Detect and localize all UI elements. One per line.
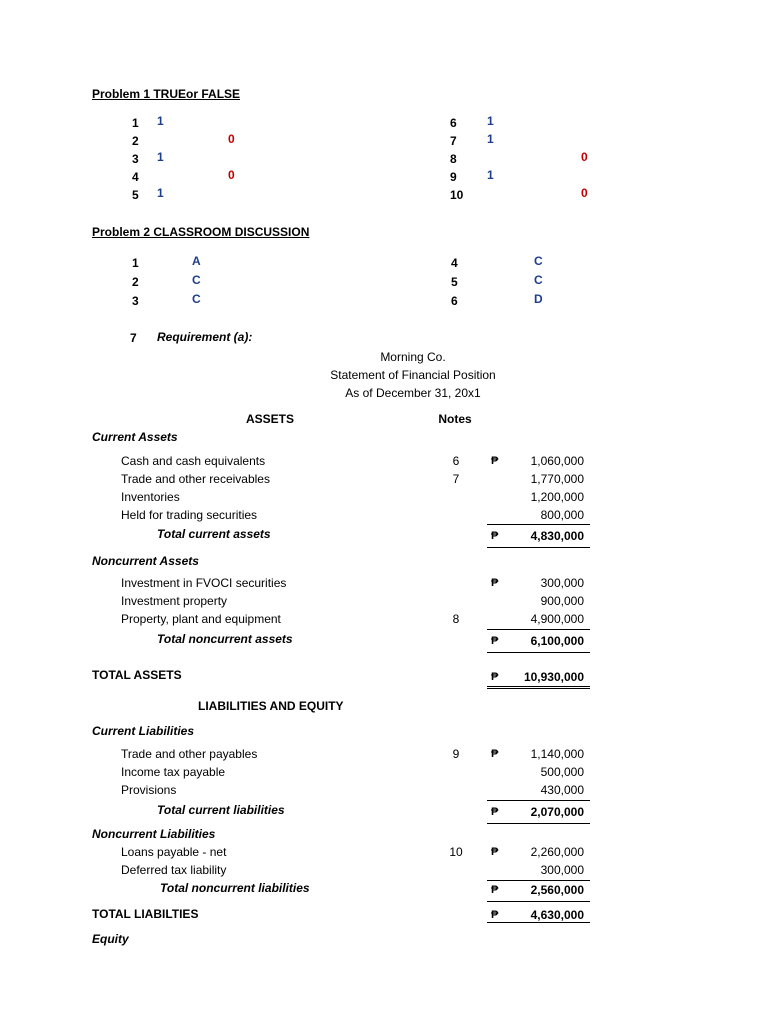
total-liabilities-rule bbox=[487, 922, 590, 923]
line-item-amount: 2,260,000 bbox=[530, 845, 584, 859]
peso-sign: ₱ bbox=[491, 635, 499, 647]
problem2-answer: C bbox=[534, 254, 543, 268]
total-amount: 2,560,000 bbox=[530, 883, 584, 897]
peso-sign: ₱ bbox=[491, 846, 499, 858]
line-item-label: Trade and other receivables bbox=[121, 472, 270, 486]
liabilities-equity-header: LIABILITIES AND EQUITY bbox=[198, 699, 344, 713]
line-item-note: 9 bbox=[452, 747, 460, 761]
section-heading: Noncurrent Liabilities bbox=[92, 827, 216, 841]
total-amount: 4,830,000 bbox=[530, 529, 584, 543]
peso-sign: ₱ bbox=[491, 806, 499, 818]
problem1-item-number: 9 bbox=[450, 170, 457, 184]
peso-sign: ₱ bbox=[491, 671, 499, 683]
problem2-answer: D bbox=[534, 292, 543, 306]
problem1-answer: 1 bbox=[487, 168, 494, 182]
line-item-amount: 430,000 bbox=[540, 783, 584, 797]
line-item-amount: 500,000 bbox=[540, 765, 584, 779]
peso-sign: ₱ bbox=[491, 909, 499, 921]
statement-title: Statement of Financial Position bbox=[330, 368, 496, 382]
line-item-label: Investment in FVOCI securities bbox=[121, 576, 287, 590]
total-liabilities-label: TOTAL LIABILTIES bbox=[92, 907, 199, 921]
problem1-answer: 0 bbox=[228, 168, 235, 182]
line-item-label: Loans payable - net bbox=[121, 845, 227, 859]
total-amount: 6,100,000 bbox=[530, 634, 584, 648]
problem2-item-number: 4 bbox=[451, 256, 458, 270]
assets-header: ASSETS bbox=[245, 412, 294, 426]
total-assets-label: TOTAL ASSETS bbox=[92, 668, 182, 682]
statement-date: As of December 31, 20x1 bbox=[345, 386, 481, 400]
problem1-item-number: 7 bbox=[450, 134, 457, 148]
problem2-answer: A bbox=[192, 254, 201, 268]
line-item-note: 7 bbox=[452, 472, 460, 486]
peso-sign: ₱ bbox=[491, 455, 499, 467]
total-label: Total current liabilities bbox=[157, 803, 285, 817]
line-item-note: 10 bbox=[449, 845, 463, 859]
total-amount: 2,070,000 bbox=[530, 805, 584, 819]
problem1-answer: 1 bbox=[487, 132, 494, 146]
section-heading: Current Assets bbox=[92, 430, 178, 444]
total-label: Total noncurrent liabilities bbox=[160, 881, 310, 895]
line-item-label: Deferred tax liability bbox=[121, 863, 227, 877]
problem2-answer: C bbox=[192, 292, 201, 306]
problem1-item-number: 10 bbox=[450, 188, 464, 202]
notes-header: Notes bbox=[438, 412, 472, 426]
equity-heading: Equity bbox=[92, 932, 129, 946]
line-item-label: Trade and other payables bbox=[121, 747, 258, 761]
line-item-label: Cash and cash equivalents bbox=[121, 454, 266, 468]
problem2-item-number: 2 bbox=[132, 275, 139, 289]
line-item-amount: 900,000 bbox=[540, 594, 584, 608]
section-heading: Noncurrent Assets bbox=[92, 554, 199, 568]
problem1-item-number: 4 bbox=[132, 170, 139, 184]
item7-number: 7 bbox=[130, 331, 137, 345]
double-rule-bottom bbox=[487, 688, 590, 689]
item7-label: Requirement (a): bbox=[157, 330, 253, 344]
total-label: Total current assets bbox=[157, 527, 271, 541]
line-item-label: Property, plant and equipment bbox=[121, 612, 281, 626]
total-label: Total noncurrent assets bbox=[157, 632, 293, 646]
line-item-amount: 1,200,000 bbox=[530, 490, 584, 504]
problem1-item-number: 2 bbox=[132, 134, 139, 148]
line-item-amount: 1,060,000 bbox=[530, 454, 584, 468]
peso-sign: ₱ bbox=[491, 884, 499, 896]
problem2-answer: C bbox=[534, 273, 543, 287]
problem1-answer: 0 bbox=[581, 150, 588, 164]
problem1-answer: 1 bbox=[157, 114, 164, 128]
problem1-item-number: 3 bbox=[132, 152, 139, 166]
problem1-item-number: 1 bbox=[132, 116, 139, 130]
problem1-answer: 1 bbox=[487, 114, 494, 128]
subtotal-rule bbox=[487, 629, 590, 630]
total-rule bbox=[487, 823, 590, 824]
problem2-item-number: 3 bbox=[132, 294, 139, 308]
line-item-note: 8 bbox=[452, 612, 460, 626]
section-heading: Current Liabilities bbox=[92, 724, 195, 738]
subtotal-rule bbox=[487, 524, 590, 525]
line-item-amount: 300,000 bbox=[540, 576, 584, 590]
problem1-answer: 1 bbox=[157, 186, 164, 200]
problem2-answer: C bbox=[192, 273, 201, 287]
line-item-amount: 1,770,000 bbox=[530, 472, 584, 486]
total-rule bbox=[487, 652, 590, 653]
problem1-answer: 0 bbox=[228, 132, 235, 146]
total-assets-amount: 10,930,000 bbox=[523, 670, 584, 684]
problem1-item-number: 6 bbox=[450, 116, 457, 130]
line-item-label: Income tax payable bbox=[121, 765, 226, 779]
line-item-amount: 1,140,000 bbox=[530, 747, 584, 761]
problem1-title: Problem 1 TRUEor FALSE bbox=[92, 87, 241, 101]
problem1-item-number: 8 bbox=[450, 152, 457, 166]
problem1-item-number: 5 bbox=[132, 188, 139, 202]
subtotal-rule bbox=[487, 800, 590, 801]
line-item-label: Held for trading securities bbox=[121, 508, 258, 522]
peso-sign: ₱ bbox=[491, 530, 499, 542]
peso-sign: ₱ bbox=[491, 748, 499, 760]
problem2-item-number: 5 bbox=[451, 275, 458, 289]
line-item-amount: 4,900,000 bbox=[530, 612, 584, 626]
problem1-answer: 1 bbox=[157, 150, 164, 164]
total-rule bbox=[487, 901, 590, 902]
problem2-item-number: 6 bbox=[451, 294, 458, 308]
line-item-label: Investment property bbox=[121, 594, 228, 608]
line-item-amount: 800,000 bbox=[540, 508, 584, 522]
line-item-label: Provisions bbox=[121, 783, 177, 797]
line-item-label: Inventories bbox=[121, 490, 180, 504]
line-item-note: 6 bbox=[452, 454, 460, 468]
problem1-answer: 0 bbox=[581, 186, 588, 200]
company-name: Morning Co. bbox=[380, 350, 446, 364]
line-item-amount: 300,000 bbox=[540, 863, 584, 877]
double-rule-top bbox=[487, 686, 590, 687]
total-liabilities-amount: 4,630,000 bbox=[530, 908, 584, 922]
problem2-title: Problem 2 CLASSROOM DISCUSSION bbox=[92, 225, 310, 239]
subtotal-rule bbox=[487, 880, 590, 881]
problem2-item-number: 1 bbox=[132, 256, 139, 270]
peso-sign: ₱ bbox=[491, 577, 499, 589]
total-rule bbox=[487, 547, 590, 548]
